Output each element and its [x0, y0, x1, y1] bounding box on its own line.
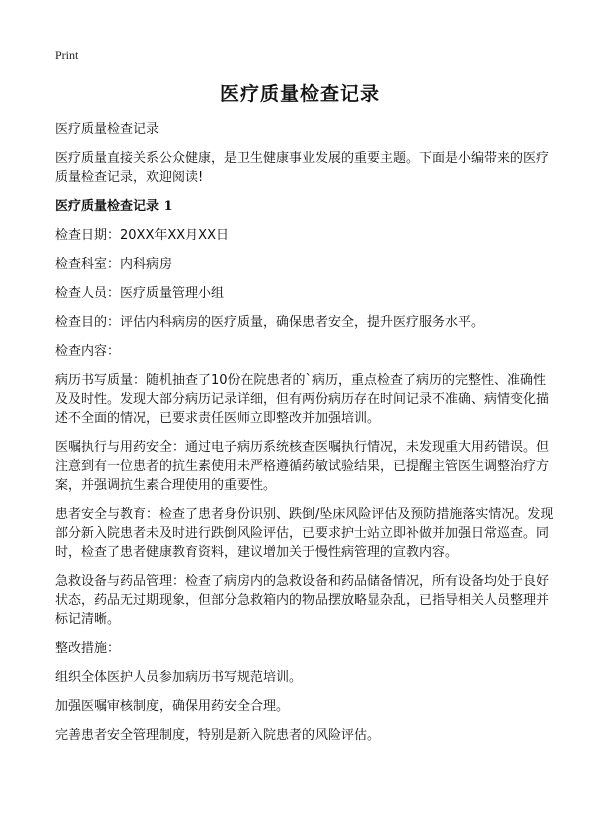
check-purpose: 检查目的：评估内科病房的医疗质量，确保患者安全，提升医疗服务水平。: [55, 315, 485, 330]
check-date: 检查日期：20XX年XX月XX日: [55, 228, 229, 243]
content-item-medication: 医嘱执行与用药安全：通过电子病历系统核查医嘱执行情况，未发现重大用药错误。但注意到有一位患者的抗生素使用未严格遵循药敏试验结果，已提醒主管医生调整治疗方案，并强调抗生素合理使用的重要性。: [55, 440, 550, 493]
measure-item: 组织全体医护人员参加病历书写规范培训。: [55, 670, 303, 685]
subtitle: 医疗质量检查记录: [55, 122, 160, 137]
content-item-records: 病历书写质量：随机抽查了10份在院患者的`病历，重点检查了病历的完整性、准确性及及时性。发现大部分病历记录详细，但有两份病历存在时间记录不准确、病情变化描述不全面的情况，已要求责任医师立即整改并加强培训。: [55, 373, 550, 426]
check-staff: 检查人员：医疗质量管理小组: [55, 286, 225, 301]
content-item-patient-safety: 患者安全与教育：检查了患者身份识别、跌倒/坠床风险评估及预防措施落实情况。发现部分新入院患者未及时进行跌倒风险评估，已要求护士站立即补做并加强日常巡查。同时，检查了患者健康教育资料，建议增加关于慢性病管理的宣教内容。: [55, 507, 554, 560]
rectification-label: 整改措施：: [55, 641, 121, 656]
measure-item: 加强医嘱审核制度，确保用药安全合理。: [55, 699, 290, 714]
print-link[interactable]: Print: [55, 48, 79, 62]
document-title: 医疗质量检查记录: [219, 83, 380, 105]
measure-item: 完善患者安全管理制度，特别是新入院患者的风险评估。: [55, 728, 381, 743]
section-heading: 医疗质量检查记录 1: [55, 199, 173, 214]
content-item-emergency: 急救设备与药品管理：检查了病房内的急救设备和药品储备情况，所有设备均处于良好状态，药品无过期现象，但部分急救箱内的物品摆放略显杂乱，已指导相关人员整理并标记清晰。: [55, 574, 550, 627]
check-department: 检查科室：内科病房: [55, 257, 173, 272]
document-body: [55, 120, 555, 755]
intro-paragraph: 医疗质量直接关系公众健康，是卫生健康事业发展的重要主题。下面是小编带来的医疗质量检查记录，欢迎阅读!: [55, 151, 550, 185]
check-content-label: 检查内容：: [55, 344, 121, 359]
